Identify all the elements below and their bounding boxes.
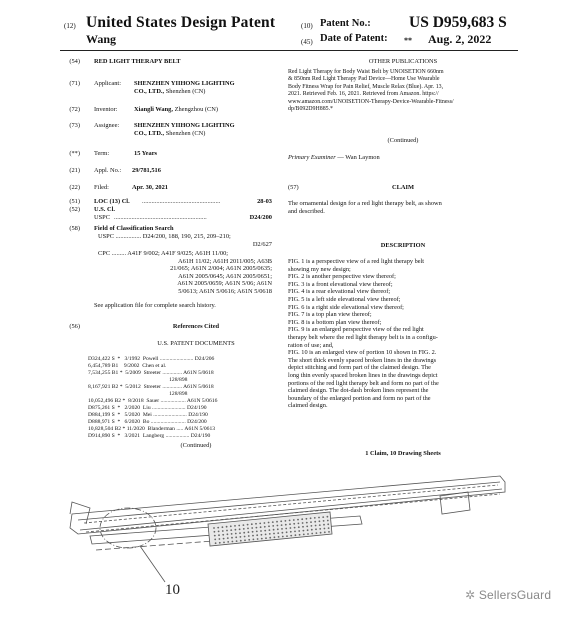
inventor-code: (72) — [69, 106, 80, 113]
led-dot — [244, 536, 246, 538]
other-pub-line: dp/B092D9H885.* — [288, 106, 333, 113]
assignee-name-1: SHENZHEN YIIHONG LIGHTING — [134, 122, 235, 129]
led-dot — [307, 529, 309, 531]
kind-code: (12) — [64, 22, 76, 30]
desc-line: FIG. 10 is an enlarged view of portion 10 shown in FIG. 2. — [288, 349, 437, 357]
led-dot — [277, 525, 279, 527]
led-dot — [318, 517, 320, 519]
led-dot — [219, 538, 221, 540]
led-dot — [320, 532, 322, 534]
led-dot — [240, 540, 242, 542]
led-dot — [265, 534, 267, 536]
appl-code: (21) — [69, 167, 80, 174]
led-dot — [231, 537, 233, 539]
led-dot — [214, 535, 216, 537]
led-dot — [244, 539, 246, 541]
led-dot — [310, 521, 312, 523]
led-dot — [302, 522, 304, 524]
date-code: (45) — [301, 38, 313, 46]
desc-line: FIG. 1 is a perspective view of a red light therapy belt — [288, 258, 425, 265]
field-uspc-2: D2/627 — [252, 241, 272, 248]
other-publications — [288, 69, 518, 113]
led-dot — [314, 521, 316, 523]
led-dot — [285, 520, 287, 522]
led-dot — [243, 524, 245, 526]
description-title: DESCRIPTION — [380, 242, 426, 249]
led-dot — [315, 528, 317, 530]
belt-top-edge — [78, 482, 500, 520]
inventor-city: Zhengzhou (CN) — [174, 106, 219, 113]
led-dot — [269, 537, 271, 539]
led-dot — [294, 527, 296, 529]
invention-title: RED LIGHT THERAPY BELT — [94, 58, 181, 65]
term-code: (**) — [69, 150, 80, 157]
led-dot — [243, 528, 245, 530]
led-dot — [252, 535, 254, 537]
refs-title: References Cited — [172, 323, 220, 330]
led-dot — [231, 533, 233, 535]
assignee-field — [60, 122, 290, 146]
led-dot — [306, 522, 308, 524]
led-dot — [247, 524, 249, 526]
examiner-label: Primary Examiner — [288, 154, 336, 161]
led-dot — [328, 527, 330, 529]
led-dot — [327, 523, 329, 525]
led-dot — [219, 542, 221, 544]
watermark-text: SellersGuard — [478, 588, 552, 602]
led-dot — [310, 517, 312, 519]
led-dot — [256, 534, 258, 536]
inventor-line — [134, 106, 218, 114]
led-dot — [297, 519, 299, 521]
led-dot — [290, 535, 292, 537]
led-dot — [268, 525, 270, 527]
claim-title: CLAIM — [391, 184, 414, 191]
citation-row: 128/898 — [88, 391, 188, 397]
led-dot — [261, 538, 263, 540]
led-dot — [222, 530, 224, 532]
led-dot — [274, 536, 276, 538]
filed-label: Filed: — [94, 184, 109, 191]
led-dot — [311, 525, 313, 527]
refs-subtitle: U.S. PATENT DOCUMENTS — [157, 340, 235, 347]
reference-numeral: 10 — [165, 582, 180, 598]
led-dot — [269, 533, 271, 535]
desc-line: ration of use; and, — [288, 341, 334, 349]
led-dot — [307, 533, 309, 535]
citation-row: D884,199 S * 5/2020 Mei ........................ D24/190 — [88, 412, 208, 418]
led-dot — [289, 520, 291, 522]
citation-row: 7,534,255 B1 * 5/2009 Streeter .............. A61N 5/0618 — [88, 370, 214, 376]
led-dot — [259, 523, 261, 525]
appl-value: 29/781,516 — [132, 167, 161, 174]
applicant-field — [60, 80, 290, 104]
desc-line: FIG. 9 is an enlarged perspective view of the red light — [288, 326, 424, 334]
led-dot — [280, 520, 282, 522]
led-dot — [316, 532, 318, 534]
other-pub-line: 2021. Retrieved Feb. 16, 2021. Retrieved from Amazon. https:// — [288, 91, 439, 98]
led-dot — [243, 532, 245, 534]
led-dot — [302, 526, 304, 528]
assignee-name-2: CO., LTD., — [134, 130, 165, 137]
led-dot — [311, 529, 313, 531]
desc-line: claimed design. The dot-dash broken lines represent the — [288, 387, 429, 395]
cpc-line-1: CPC ......... A41F 9/002; A41F 9/025; A61H 11/00; — [98, 250, 229, 257]
led-dot — [261, 534, 263, 536]
led-dot — [311, 533, 313, 535]
led-dot — [285, 524, 287, 526]
led-dot — [303, 534, 305, 536]
cpc-line-4: A61N 2005/0645; A61N 2005/0651; — [178, 272, 272, 280]
led-dot — [251, 527, 253, 529]
led-dot — [265, 537, 267, 539]
led-dot — [234, 525, 236, 527]
led-dot — [253, 539, 255, 541]
desc-line: depict stitching and form part of the claimed design. The — [288, 364, 431, 372]
led-dot — [286, 535, 288, 537]
led-dot — [226, 526, 228, 528]
desc-line: showing my new design; — [288, 265, 351, 273]
patent-date: Aug. 2, 2022 — [428, 32, 492, 46]
led-dot — [239, 528, 241, 530]
led-dot — [319, 520, 321, 522]
led-dot — [257, 538, 259, 540]
citation-row: 10,828,504 B2 * 11/2020 Blanderman ..... A61N 5/0613 — [88, 426, 216, 432]
uscl-label: U.S. Cl. — [94, 206, 115, 213]
desc-line: FIG. 4 is a rear elevational view thereof; — [288, 288, 391, 296]
led-dot — [251, 523, 253, 525]
led-dot — [295, 534, 297, 536]
examiner-name: — Wan Laymon — [337, 154, 380, 161]
led-dot — [227, 533, 229, 535]
led-dot — [281, 528, 283, 530]
led-dot — [240, 536, 242, 538]
led-dot — [298, 523, 300, 525]
led-dot — [264, 526, 266, 528]
citation-row: 6,454,789 B1 9/2002 Chen et al. — [88, 363, 167, 369]
examiner — [288, 154, 518, 162]
see-application: See application file for complete search history. — [94, 302, 216, 309]
led-dot — [306, 518, 308, 520]
led-dot — [235, 536, 237, 538]
watermark — [465, 588, 551, 602]
led-dot — [282, 536, 284, 538]
led-dot — [223, 542, 225, 544]
field-code: (58) — [69, 225, 80, 232]
led-dot — [281, 524, 283, 526]
led-dot — [324, 528, 326, 530]
claims-summary: 1 Claim, 10 Drawing Sheets — [365, 450, 441, 457]
led-dot — [278, 536, 280, 538]
citation-row: D888,971 S * 6/2020 Bo ......................... D24/200 — [88, 419, 207, 425]
desc-line: FIG. 8 is a bottom plan view thereof; — [288, 318, 382, 326]
led-dot — [282, 532, 284, 534]
uspc-value: D24/200 — [249, 214, 272, 221]
led-dot — [223, 538, 225, 540]
applicant-city: Shenzhen (CN) — [165, 88, 206, 95]
led-dot — [235, 529, 237, 531]
belt-buckle — [440, 492, 470, 514]
led-dot — [285, 528, 287, 530]
led-dot — [293, 523, 295, 525]
other-publications-title: OTHER PUBLICATIONS — [368, 58, 438, 65]
led-dot — [324, 531, 326, 533]
desc-line: portions of the red light therapy belt and form no part of the — [288, 379, 439, 387]
led-dot — [301, 518, 303, 520]
led-dot — [252, 531, 254, 533]
term-value: 15 Years — [134, 150, 158, 157]
assignee-city: Shenzhen (CN) — [165, 130, 206, 137]
led-array — [208, 512, 332, 546]
claim-line-2: and described. — [288, 207, 325, 215]
led-dot — [227, 537, 229, 539]
led-dot — [299, 534, 301, 536]
inventor-name: Xiangli Wang, — [134, 106, 173, 113]
field-label: Field of Classification Search — [94, 225, 174, 232]
refs-code: (56) — [69, 323, 80, 330]
desc-line: FIG. 2 is another perspective view thereof; — [288, 273, 396, 281]
cpc-line-3: 21/065; A61N 2/004; A61N 2005/0635; — [170, 265, 272, 273]
led-dot — [298, 530, 300, 532]
led-dot — [248, 531, 250, 533]
citation-row: D875,261 S * 2/2020 Liu ........................ D24/190 — [88, 405, 207, 411]
led-dot — [260, 530, 262, 532]
cpc-line-5: A61N 2005/0659; A61N 5/06; A61N — [177, 280, 272, 288]
led-dot — [239, 532, 241, 534]
document-title: United States Design Patent — [86, 14, 276, 31]
led-dot — [327, 516, 329, 518]
header-rule — [60, 50, 518, 51]
led-dot — [226, 530, 228, 532]
led-dot — [248, 535, 250, 537]
date-label: Date of Patent: — [320, 33, 388, 44]
loc-label: LOC (13) Cl. — [94, 198, 130, 205]
led-dot — [303, 530, 305, 532]
led-dot — [222, 526, 224, 528]
led-dot — [277, 532, 279, 534]
led-dot — [277, 528, 279, 530]
cpc-line-2: A61H 11/02; A61H 2011/005; A63B — [178, 257, 272, 265]
other-pub-line: Body Fitness Wrap for Pain Relief, Muscle Relax (Blue). Apr. 13, — [288, 83, 444, 90]
led-dot — [268, 522, 270, 524]
led-dot — [306, 526, 308, 528]
led-dot — [213, 527, 215, 529]
led-dot — [319, 528, 321, 530]
leader-line — [140, 546, 165, 582]
led-dot — [322, 516, 324, 518]
led-dot — [218, 534, 220, 536]
applicant-label: Applicant: — [94, 80, 121, 87]
assignee-label: Assignee: — [94, 122, 120, 129]
citation-row: 8,167,921 B2 * 5/2012 Streeter .............. A61N 5/0618 — [88, 384, 214, 390]
led-dot — [238, 525, 240, 527]
led-dot — [272, 521, 274, 523]
led-dot — [215, 542, 217, 544]
led-dot — [256, 531, 258, 533]
desc-line: therapy belt where the red light therapy belt is in a configu- — [288, 333, 438, 341]
led-dot — [236, 540, 238, 542]
title-code: (54) — [69, 58, 80, 65]
led-dot — [290, 531, 292, 533]
led-dot — [298, 526, 300, 528]
applicant-name-1: SHENZHEN YIIHONG LIGHTING — [134, 80, 235, 87]
led-dot — [323, 524, 325, 526]
led-dot — [273, 529, 275, 531]
cpc-line-6: 5/0613; A61N 5/0616; A61N 5/0618 — [178, 287, 272, 295]
claim-line-1: The ornamental design for a red light therapy belt, as shown — [288, 200, 442, 207]
led-dot — [230, 525, 232, 527]
led-dot — [290, 527, 292, 529]
cpc-list — [98, 250, 272, 296]
watermark-icon: ✲ — [465, 588, 476, 602]
led-dot — [319, 524, 321, 526]
other-pubs-continued: (Continued) — [387, 137, 419, 144]
other-pub-line: www.amazon.com/UNOISETION-Therapy-Device-Wearable-Fitness/ — [288, 98, 454, 105]
desc-line: claimed design. — [288, 402, 328, 410]
inventor-label: Inventor: — [94, 106, 118, 113]
inventor-surname: Wang — [86, 32, 117, 46]
led-dot — [294, 531, 296, 533]
desc-line: FIG. 5 is a left side elevational view thereof; — [288, 295, 401, 303]
assignee-name-2-line — [134, 130, 205, 138]
patent-no-code: (10) — [301, 22, 313, 30]
led-dot — [293, 519, 295, 521]
refs-continued: (Continued) — [180, 442, 212, 449]
led-dot — [264, 530, 266, 532]
loc-value: 28-03 — [257, 198, 272, 205]
led-dot — [328, 531, 330, 533]
applicant-name-2-line — [134, 88, 205, 96]
desc-line: FIG. 3 is a front elevational view thereof; — [288, 280, 393, 288]
applicant-name-2: CO., LTD., — [134, 88, 165, 95]
led-dot — [214, 539, 216, 541]
led-dot — [214, 531, 216, 533]
desc-line: long thin evenly spaced broken lines in the drawings depict — [288, 371, 438, 379]
date-stars: ** — [404, 36, 412, 45]
led-dot — [260, 526, 262, 528]
field-uspc: USPC ................ D24/200, 188, 190, 215, 209–210; — [98, 233, 231, 240]
term-label: Term: — [94, 150, 110, 157]
filed-value: Apr. 30, 2021 — [132, 184, 168, 191]
uspc-dots: .......................................................... — [114, 214, 207, 221]
led-dot — [327, 520, 329, 522]
led-dot — [272, 525, 274, 527]
loc-dots: ................................................. — [142, 198, 221, 205]
citation-row: D324,422 S * 3/1992 Powell ........................ D24/206 — [88, 356, 215, 362]
led-dot — [315, 525, 317, 527]
led-dot — [218, 531, 220, 533]
led-dot — [323, 520, 325, 522]
led-dot — [235, 533, 237, 535]
applicant-code: (71) — [69, 80, 80, 87]
filed-code: (22) — [69, 184, 80, 191]
other-pub-line: Red Light Therapy for Body Waist Belt by UNOISETION 660nm — [288, 69, 444, 75]
loc-code: (51) — [69, 198, 80, 205]
uspc-label: USPC — [94, 214, 110, 221]
led-dot — [255, 523, 257, 525]
assignee-code: (73) — [69, 122, 80, 129]
led-dot — [217, 527, 219, 529]
desc-line: The short thick evenly spaced broken lines in the drawings — [288, 356, 437, 364]
led-dot — [247, 528, 249, 530]
desc-line: boundary of the enlarged portion and form no part of the — [288, 394, 431, 402]
citation-row: 128/898 — [88, 377, 188, 383]
led-dot — [286, 531, 288, 533]
led-dot — [230, 529, 232, 531]
led-dot — [273, 533, 275, 535]
led-dot — [269, 529, 271, 531]
led-dot — [289, 523, 291, 525]
uscl-code: (52) — [69, 206, 80, 213]
led-dot — [264, 522, 266, 524]
led-dot — [276, 521, 278, 523]
led-dot — [248, 539, 250, 541]
description-body — [288, 258, 518, 410]
led-dot — [256, 527, 258, 529]
patent-no-label: Patent No.: — [320, 18, 371, 29]
citation-row: 10,052,496 B2 * 8/2018 Sauer .................. A61N 5/0616 — [88, 398, 218, 404]
led-dot — [232, 541, 234, 543]
led-dot — [227, 541, 229, 543]
claim-text — [288, 200, 518, 215]
desc-line: FIG. 6 is a right side elevational view thereof; — [288, 303, 404, 311]
led-dot — [314, 517, 316, 519]
desc-line: FIG. 7 is a top plan view thereof; — [288, 311, 372, 319]
other-pub-line: & 850nm Red Light Therapy Pad Device—Home Use Wearable — [288, 76, 440, 83]
appl-label: Appl. No.: — [94, 167, 122, 174]
patent-number: US D959,683 S — [409, 14, 507, 31]
claim-code: (57) — [288, 184, 299, 191]
citation-row: D914,890 S * 3/2021 Langberg ................. D24/190 — [88, 433, 211, 439]
led-dot — [222, 534, 224, 536]
